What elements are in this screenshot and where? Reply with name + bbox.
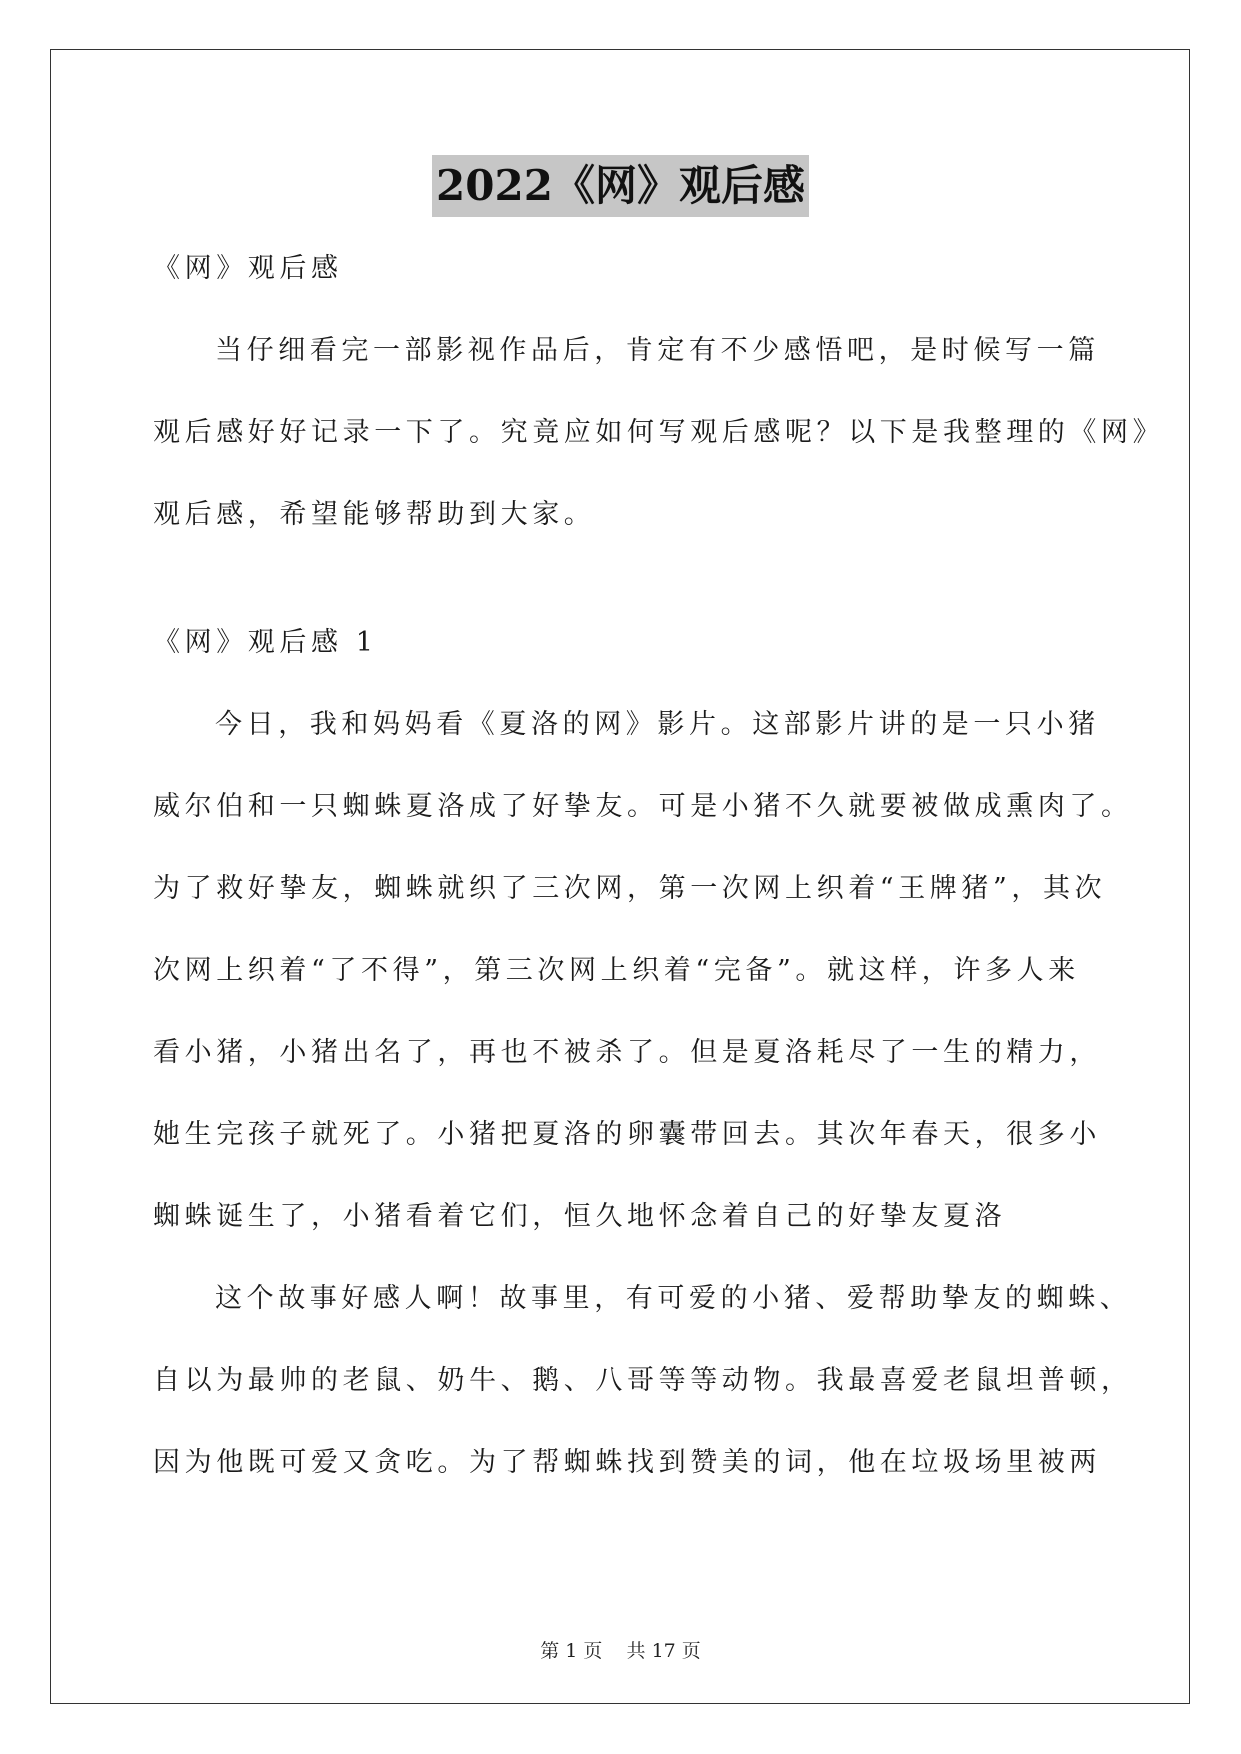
intro-line: 观后感，希望能够帮助到大家。	[153, 499, 596, 530]
body-line: 次网上织着“了不得”，第三次网上织着“完备”。就这样，许多人来	[153, 955, 1080, 986]
body-line: 为了救好挚友，蜘蛛就织了三次网，第一次网上织着“王牌猪”，其次	[153, 873, 1107, 904]
section-heading: 《网》观后感 1	[153, 627, 378, 658]
body-line: 看小猪，小猪出名了，再也不被杀了。但是夏洛耗尽了一生的精力，	[153, 1037, 1101, 1068]
intro-line: 当仔细看完一部影视作品后，肯定有不少感悟吧，是时候写一篇	[215, 335, 1100, 366]
body-line: 因为他既可爱又贪吃。为了帮蜘蛛找到赞美的词，他在垃圾场里被两	[153, 1447, 1101, 1478]
page-footer: 第 1 页 共 17 页	[540, 1640, 701, 1662]
intro-line: 观后感好好记录一下了。究竟应如何写观后感呢？以下是我整理的《网》	[153, 417, 1165, 448]
paragraph-gap	[153, 556, 1088, 602]
body-line: 威尔伯和一只蜘蛛夏洛成了好挚友。可是小猪不久就要被做成熏肉了。	[153, 791, 1133, 822]
document-title: 2022《网》观后感	[432, 155, 809, 217]
subtitle: 《网》观后感	[153, 253, 343, 284]
body-line: 蜘蛛诞生了，小猪看着它们，恒久地怀念着自己的好挚友夏洛	[153, 1201, 1007, 1232]
body-line: 这个故事好感人啊！故事里，有可爱的小猪、爱帮助挚友的蜘蛛、	[215, 1283, 1132, 1314]
title-container	[0, 155, 1241, 217]
body-line: 她生完孩子就死了。小猪把夏洛的卵囊带回去。其次年春天，很多小	[153, 1119, 1101, 1150]
body-line: 自以为最帅的老鼠、奶牛、鹅、八哥等等动物。我最喜爱老鼠坦普顿，	[153, 1365, 1133, 1396]
body-line: 今日，我和妈妈看《夏洛的网》影片。这部影片讲的是一只小猪	[215, 709, 1100, 740]
document-body	[153, 228, 1165, 1504]
